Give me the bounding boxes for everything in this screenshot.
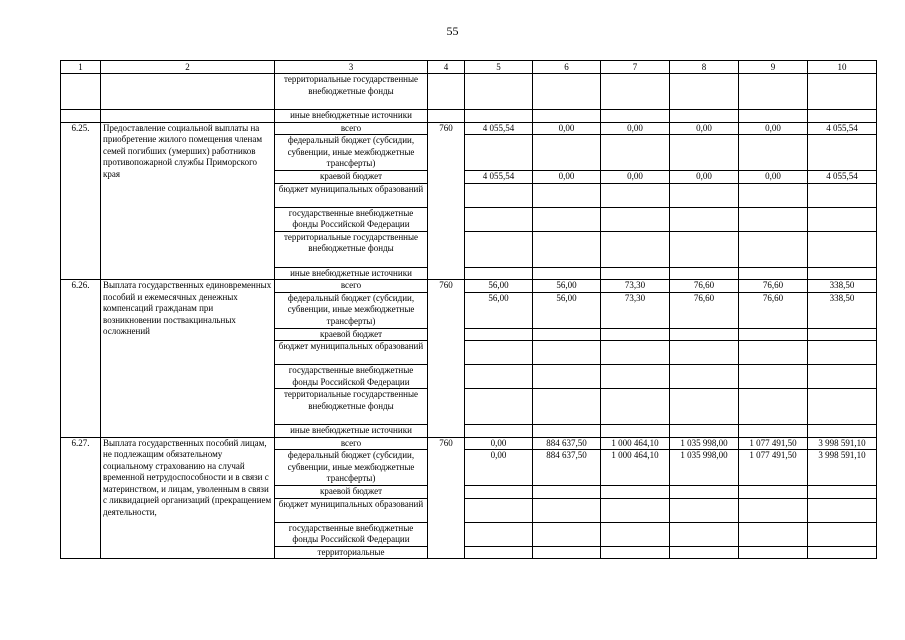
- value-cell: [465, 498, 533, 522]
- value-cell: [465, 231, 533, 267]
- value-cell: [808, 522, 877, 546]
- value-cell: [601, 425, 670, 438]
- value-cell: 1 035 998,00: [670, 450, 739, 486]
- value-cell: [465, 328, 533, 341]
- value-cell: [670, 231, 739, 267]
- code-cell: [428, 74, 465, 110]
- value-cell: 0,00: [601, 122, 670, 135]
- value-cell: [670, 183, 739, 207]
- row-number-cell: [61, 110, 101, 123]
- column-header: 2: [101, 61, 275, 74]
- value-cell: [739, 365, 808, 389]
- value-cell: [808, 365, 877, 389]
- funding-source: федеральный бюджет (субсидии, субвенции, иные межбюджетные трансферты): [275, 292, 428, 328]
- funding-source: государственные внебюджетные фонды Российской Федерации: [275, 365, 428, 389]
- table-header-row: [61, 61, 877, 74]
- value-cell: 56,00: [533, 280, 601, 293]
- value-cell: [670, 498, 739, 522]
- funding-source: краевой бюджет: [275, 171, 428, 184]
- table-row: [61, 437, 877, 450]
- funding-source: бюджет муниципальных образований: [275, 183, 428, 207]
- value-cell: 4 055,54: [465, 122, 533, 135]
- funding-source: государственные внебюджетные фонды Российской Федерации: [275, 207, 428, 231]
- value-cell: 1 000 464,10: [601, 437, 670, 450]
- value-cell: [739, 183, 808, 207]
- value-cell: [808, 425, 877, 438]
- value-cell: [670, 522, 739, 546]
- value-cell: [533, 522, 601, 546]
- value-cell: 0,00: [533, 122, 601, 135]
- value-cell: [739, 110, 808, 123]
- value-cell: [601, 135, 670, 171]
- funding-source: краевой бюджет: [275, 328, 428, 341]
- value-cell: [739, 74, 808, 110]
- budget-code: 760: [428, 280, 465, 438]
- value-cell: [808, 498, 877, 522]
- code-cell: [428, 110, 465, 123]
- value-cell: [601, 486, 670, 499]
- column-header: 9: [739, 61, 808, 74]
- budget-code: 760: [428, 437, 465, 559]
- table-row: [61, 280, 877, 293]
- value-cell: 76,60: [670, 280, 739, 293]
- value-cell: [670, 328, 739, 341]
- funding-source: территориальные государственные внебюджетные фонды: [275, 74, 428, 110]
- value-cell: [808, 74, 877, 110]
- value-cell: [465, 183, 533, 207]
- value-cell: 76,60: [670, 292, 739, 328]
- value-cell: [465, 486, 533, 499]
- column-header: 6: [533, 61, 601, 74]
- column-header: 4: [428, 61, 465, 74]
- value-cell: 0,00: [670, 171, 739, 184]
- table-body: [61, 61, 877, 559]
- value-cell: [533, 207, 601, 231]
- value-cell: 73,30: [601, 292, 670, 328]
- column-header: 5: [465, 61, 533, 74]
- value-cell: 56,00: [465, 292, 533, 328]
- value-cell: [465, 74, 533, 110]
- row-number-cell: [61, 74, 101, 110]
- value-cell: 4 055,54: [808, 171, 877, 184]
- value-cell: [601, 546, 670, 559]
- value-cell: 1 077 491,50: [739, 450, 808, 486]
- row-number: 6.27.: [61, 437, 101, 559]
- value-cell: [739, 389, 808, 425]
- value-cell: [465, 207, 533, 231]
- value-cell: 884 637,50: [533, 437, 601, 450]
- funding-source: иные внебюджетные источники: [275, 110, 428, 123]
- value-cell: [739, 341, 808, 365]
- value-cell: [808, 389, 877, 425]
- value-cell: [533, 341, 601, 365]
- value-cell: [670, 546, 739, 559]
- column-header: 1: [61, 61, 101, 74]
- value-cell: [601, 328, 670, 341]
- row-number: 6.26.: [61, 280, 101, 438]
- value-cell: [533, 328, 601, 341]
- budget-table: [60, 60, 877, 559]
- value-cell: [739, 425, 808, 438]
- value-cell: [808, 267, 877, 280]
- column-header: 10: [808, 61, 877, 74]
- value-cell: [465, 365, 533, 389]
- value-cell: [739, 486, 808, 499]
- funding-source: всего: [275, 437, 428, 450]
- value-cell: 3 998 591,10: [808, 450, 877, 486]
- funding-source: территориальные государственные внебюджетные фонды: [275, 389, 428, 425]
- value-cell: 1 035 998,00: [670, 437, 739, 450]
- value-cell: [465, 110, 533, 123]
- value-cell: [808, 341, 877, 365]
- value-cell: [739, 546, 808, 559]
- column-header: 3: [275, 61, 428, 74]
- funding-source: краевой бюджет: [275, 486, 428, 499]
- value-cell: 1 077 491,50: [739, 437, 808, 450]
- value-cell: [465, 546, 533, 559]
- table-row: [61, 110, 877, 123]
- value-cell: 1 000 464,10: [601, 450, 670, 486]
- funding-source: всего: [275, 280, 428, 293]
- value-cell: [670, 74, 739, 110]
- value-cell: [601, 110, 670, 123]
- value-cell: 0,00: [465, 450, 533, 486]
- value-cell: [533, 365, 601, 389]
- value-cell: [533, 498, 601, 522]
- value-cell: [601, 183, 670, 207]
- value-cell: [739, 207, 808, 231]
- funding-source: территориальные государственные внебюджетные фонды: [275, 231, 428, 267]
- value-cell: [670, 135, 739, 171]
- value-cell: [808, 110, 877, 123]
- value-cell: 56,00: [465, 280, 533, 293]
- value-cell: [670, 207, 739, 231]
- value-cell: [739, 135, 808, 171]
- value-cell: [670, 365, 739, 389]
- value-cell: [601, 341, 670, 365]
- value-cell: 884 637,50: [533, 450, 601, 486]
- value-cell: 0,00: [601, 171, 670, 184]
- value-cell: [808, 183, 877, 207]
- value-cell: [739, 498, 808, 522]
- value-cell: [808, 231, 877, 267]
- value-cell: 0,00: [533, 171, 601, 184]
- row-name: Выплата государственных пособий лицам, не подлежащим обязательному социальному страхованию на случай временной нетрудоспособности и в связи с материнством, и лицам, уволенным в связи с ликвидацией организаций (прекращением деятельности,: [101, 437, 275, 559]
- funding-source: федеральный бюджет (субсидии, субвенции, иные межбюджетные трансферты): [275, 135, 428, 171]
- row-name: Выплата государственных единовременных пособий и ежемесячных денежных компенсаций гражданам при возникновении поствакцинальных осложнений: [101, 280, 275, 438]
- value-cell: [601, 74, 670, 110]
- column-header: 8: [670, 61, 739, 74]
- value-cell: [739, 267, 808, 280]
- value-cell: [739, 328, 808, 341]
- funding-source: иные внебюджетные источники: [275, 267, 428, 280]
- table-row: [61, 74, 877, 110]
- funding-source: федеральный бюджет (субсидии, субвенции, иные межбюджетные трансферты): [275, 450, 428, 486]
- value-cell: 76,60: [739, 292, 808, 328]
- funding-source: государственные внебюджетные фонды Российской Федерации: [275, 522, 428, 546]
- value-cell: 338,50: [808, 280, 877, 293]
- value-cell: [533, 183, 601, 207]
- value-cell: [601, 231, 670, 267]
- funding-source: территориальные: [275, 546, 428, 559]
- value-cell: [808, 207, 877, 231]
- value-cell: [739, 231, 808, 267]
- value-cell: [670, 267, 739, 280]
- funding-source: всего: [275, 122, 428, 135]
- funding-source: бюджет муниципальных образований: [275, 341, 428, 365]
- value-cell: [670, 425, 739, 438]
- page-number: 55: [446, 24, 459, 38]
- value-cell: [601, 498, 670, 522]
- value-cell: 4 055,54: [808, 122, 877, 135]
- row-name: Предоставление социальной выплаты на приобретение жилого помещения членам семей погибших (умерших) работников противопожарной службы Приморского края: [101, 122, 275, 280]
- table-row: [61, 122, 877, 135]
- value-cell: [533, 267, 601, 280]
- value-cell: [533, 74, 601, 110]
- value-cell: [465, 425, 533, 438]
- value-cell: 0,00: [465, 437, 533, 450]
- value-cell: [533, 486, 601, 499]
- value-cell: 73,30: [601, 280, 670, 293]
- value-cell: [465, 389, 533, 425]
- value-cell: [601, 365, 670, 389]
- value-cell: [533, 389, 601, 425]
- value-cell: [808, 328, 877, 341]
- value-cell: 76,60: [739, 280, 808, 293]
- value-cell: [808, 546, 877, 559]
- value-cell: [601, 267, 670, 280]
- funding-source: иные внебюджетные источники: [275, 425, 428, 438]
- row-number: 6.25.: [61, 122, 101, 280]
- row-name-cell: [101, 110, 275, 123]
- value-cell: 3 998 591,10: [808, 437, 877, 450]
- value-cell: [533, 546, 601, 559]
- value-cell: [601, 389, 670, 425]
- value-cell: [533, 110, 601, 123]
- value-cell: [601, 207, 670, 231]
- value-cell: 0,00: [739, 171, 808, 184]
- value-cell: [533, 425, 601, 438]
- row-name-cell: [101, 74, 275, 110]
- value-cell: [670, 486, 739, 499]
- column-header: 7: [601, 61, 670, 74]
- funding-source: бюджет муниципальных образований: [275, 498, 428, 522]
- value-cell: [465, 135, 533, 171]
- value-cell: [465, 267, 533, 280]
- value-cell: [465, 522, 533, 546]
- value-cell: [465, 341, 533, 365]
- value-cell: [670, 110, 739, 123]
- value-cell: 4 055,54: [465, 171, 533, 184]
- budget-code: 760: [428, 122, 465, 280]
- value-cell: [808, 486, 877, 499]
- value-cell: [533, 231, 601, 267]
- value-cell: [601, 522, 670, 546]
- value-cell: [808, 135, 877, 171]
- value-cell: [670, 389, 739, 425]
- value-cell: [739, 522, 808, 546]
- value-cell: [670, 341, 739, 365]
- value-cell: 0,00: [739, 122, 808, 135]
- page-bottom-margin: [0, 580, 905, 640]
- value-cell: 56,00: [533, 292, 601, 328]
- value-cell: 338,50: [808, 292, 877, 328]
- value-cell: [533, 135, 601, 171]
- value-cell: 0,00: [670, 122, 739, 135]
